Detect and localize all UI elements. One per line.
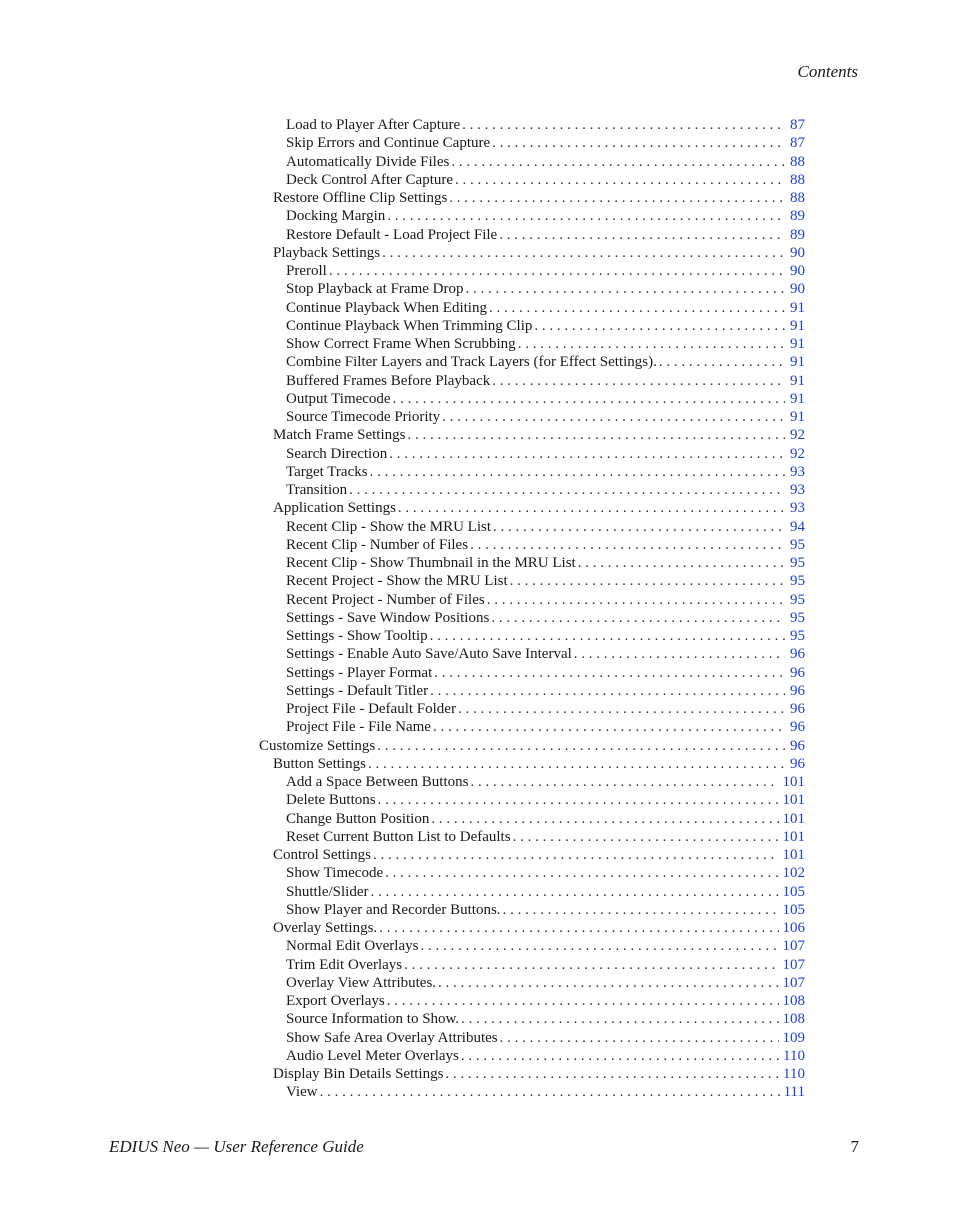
toc-page-link[interactable]: 95 bbox=[790, 628, 805, 644]
dot-leader bbox=[434, 664, 785, 682]
toc-page-link[interactable]: 93 bbox=[790, 463, 805, 480]
toc-entry-label: Continue Playback When Editing bbox=[286, 299, 487, 316]
page-footer bbox=[109, 1137, 859, 1157]
dot-leader bbox=[510, 572, 785, 590]
toc-page-link[interactable]: 102 bbox=[782, 865, 805, 882]
dot-leader bbox=[500, 1029, 779, 1047]
toc-page-link[interactable]: 91 bbox=[790, 317, 805, 334]
toc-entry[interactable] bbox=[259, 518, 805, 536]
toc-page-link[interactable]: 101 bbox=[782, 828, 805, 845]
dot-leader bbox=[398, 499, 785, 517]
dot-leader bbox=[451, 153, 785, 171]
dot-leader bbox=[420, 937, 778, 955]
toc-entry[interactable] bbox=[259, 609, 805, 627]
toc-entry-label: Project File - File Name bbox=[286, 719, 431, 736]
toc-entry[interactable] bbox=[259, 846, 805, 864]
toc-entry[interactable] bbox=[259, 335, 805, 353]
dot-leader bbox=[465, 280, 785, 298]
toc-page-link[interactable]: 96 bbox=[790, 755, 805, 772]
dot-leader bbox=[382, 244, 785, 262]
toc-page-link[interactable]: 101 bbox=[782, 792, 805, 809]
toc-page-link[interactable]: 88 bbox=[790, 153, 805, 170]
dot-leader bbox=[349, 481, 785, 499]
toc-page-link[interactable]: 108 bbox=[782, 1011, 805, 1028]
toc-entry-label: Buffered Frames Before Playback bbox=[286, 372, 491, 389]
toc-page-link[interactable]: 91 bbox=[790, 372, 805, 389]
toc-page-link[interactable]: 90 bbox=[790, 281, 805, 298]
dot-leader bbox=[445, 1065, 779, 1083]
dot-leader bbox=[449, 189, 785, 207]
dot-leader bbox=[430, 682, 785, 700]
toc-page-link[interactable]: 107 bbox=[782, 956, 805, 973]
dot-leader bbox=[379, 919, 778, 937]
toc-page-link[interactable]: 91 bbox=[790, 354, 805, 371]
toc-entry-label: Application Settings bbox=[273, 500, 396, 517]
toc-entry-label: Preroll bbox=[286, 263, 327, 279]
toc-page-link[interactable]: 91 bbox=[790, 390, 805, 407]
toc-page-link[interactable]: 96 bbox=[790, 646, 805, 663]
toc-entry-label: Restore Offline Clip Settings bbox=[273, 190, 448, 206]
toc-page-link[interactable]: 107 bbox=[782, 974, 805, 991]
dot-leader bbox=[404, 956, 778, 974]
dot-leader bbox=[513, 828, 779, 846]
toc-entry-label: Recent Project - Number of Files bbox=[286, 591, 485, 608]
toc-entry[interactable] bbox=[259, 828, 805, 846]
toc-entry[interactable] bbox=[259, 280, 805, 298]
toc-entry-label: Source Timecode Priority bbox=[286, 409, 441, 425]
toc-entry[interactable] bbox=[259, 682, 805, 700]
toc-page-link[interactable]: 101 bbox=[782, 774, 805, 790]
dot-leader bbox=[387, 207, 785, 225]
footer-title: EDIUS Neo — User Reference Guide bbox=[109, 1137, 364, 1156]
toc-page-link[interactable]: 87 bbox=[790, 135, 805, 152]
toc-entry-label: Match Frame Settings bbox=[273, 427, 406, 444]
toc-entry-label: Recent Clip - Number of Files bbox=[286, 536, 469, 553]
toc-entry-label: Target Tracks bbox=[286, 463, 368, 480]
toc-entry-label: Change Button Position bbox=[286, 810, 430, 827]
toc-entry-label: Overlay View Attributes. bbox=[286, 974, 437, 991]
toc-page-link[interactable]: 96 bbox=[790, 682, 805, 699]
dot-leader bbox=[458, 700, 785, 718]
toc-page-link[interactable]: 110 bbox=[783, 1047, 805, 1064]
dot-leader bbox=[462, 116, 785, 134]
toc-entry-label: Recent Clip - Show the MRU List bbox=[286, 518, 491, 535]
toc-page-link[interactable]: 88 bbox=[790, 171, 805, 188]
toc-entry-label: Delete Buttons bbox=[286, 792, 376, 809]
dot-leader bbox=[433, 718, 785, 736]
toc-entry-label: Settings - Default Titler bbox=[286, 682, 429, 699]
toc-entry-label: Recent Clip - Show Thumbnail in the MRU List bbox=[286, 555, 576, 571]
toc-entry-label: Playback Settings bbox=[273, 244, 381, 261]
toc-entry[interactable] bbox=[259, 499, 805, 517]
toc-page-link[interactable]: 96 bbox=[790, 701, 805, 717]
toc-entry-label: Show Timecode bbox=[286, 865, 384, 882]
toc-entry-label: Search Direction bbox=[286, 445, 388, 462]
dot-leader bbox=[377, 737, 785, 755]
toc-page-link[interactable]: 90 bbox=[790, 244, 805, 261]
toc-entry[interactable] bbox=[259, 901, 805, 919]
toc-entry[interactable] bbox=[259, 390, 805, 408]
toc-entry-label: Docking Margin bbox=[286, 208, 386, 225]
toc-entry[interactable] bbox=[259, 700, 805, 718]
toc-entry-label: Audio Level Meter Overlays bbox=[286, 1047, 459, 1064]
dot-leader bbox=[659, 353, 785, 371]
dot-leader bbox=[407, 426, 785, 444]
toc-page-link[interactable]: 95 bbox=[790, 536, 805, 553]
toc-entry-label: Stop Playback at Frame Drop bbox=[286, 281, 464, 298]
toc-page-link[interactable]: 95 bbox=[790, 591, 805, 608]
toc-page-link[interactable]: 105 bbox=[782, 883, 805, 900]
dot-leader bbox=[442, 408, 785, 426]
toc-entry[interactable] bbox=[259, 1010, 805, 1028]
running-head: Contents bbox=[797, 62, 858, 81]
toc-page-link[interactable]: 95 bbox=[790, 609, 805, 626]
toc-entry[interactable] bbox=[259, 353, 805, 371]
toc-entry[interactable] bbox=[259, 718, 805, 736]
toc-page-link[interactable]: 88 bbox=[790, 190, 805, 206]
toc-page-link[interactable]: 96 bbox=[790, 719, 805, 736]
dot-leader bbox=[389, 445, 785, 463]
toc-entry[interactable] bbox=[259, 207, 805, 225]
toc-entry-label: Show Correct Frame When Scrubbing bbox=[286, 336, 516, 352]
dot-leader bbox=[491, 609, 785, 627]
toc-entry[interactable] bbox=[259, 189, 805, 207]
toc-entry[interactable] bbox=[259, 572, 805, 590]
dot-leader bbox=[430, 627, 785, 645]
dot-leader bbox=[385, 864, 778, 882]
toc-entry-label: Restore Default - Load Project File bbox=[286, 226, 498, 243]
dot-leader bbox=[368, 755, 785, 773]
toc-entry[interactable] bbox=[259, 791, 805, 809]
toc-entry[interactable] bbox=[259, 317, 805, 335]
toc-entry[interactable] bbox=[259, 664, 805, 682]
toc-page-link[interactable]: 91 bbox=[790, 409, 805, 425]
toc-entry[interactable] bbox=[259, 463, 805, 481]
toc-entry[interactable] bbox=[259, 773, 805, 791]
toc-entry-label: Reset Current Button List to Defaults bbox=[286, 828, 511, 845]
toc-page-link[interactable]: 91 bbox=[790, 299, 805, 316]
dot-leader bbox=[492, 372, 785, 390]
toc-entry-label: Control Settings bbox=[273, 847, 371, 863]
toc-page-link[interactable]: 105 bbox=[782, 901, 805, 918]
toc-entry-label: Automatically Divide Files bbox=[286, 153, 450, 170]
toc-entry-label: Output Timecode bbox=[286, 390, 391, 407]
dot-leader bbox=[373, 846, 779, 864]
toc-entry-label: Normal Edit Overlays bbox=[286, 938, 419, 955]
toc-entry-label: Deck Control After Capture bbox=[286, 171, 454, 188]
dot-leader bbox=[387, 992, 779, 1010]
toc-entry-label: Continue Playback When Trimming Clip bbox=[286, 317, 533, 334]
toc-entry[interactable] bbox=[259, 883, 805, 901]
toc-entry-label: Show Safe Area Overlay Attributes bbox=[286, 1029, 498, 1046]
toc-page-link[interactable]: 87 bbox=[790, 117, 805, 133]
toc-entry-label: Load to Player After Capture bbox=[286, 117, 461, 133]
toc-entry[interactable] bbox=[259, 1047, 805, 1065]
toc-entry-label: View bbox=[286, 1084, 318, 1101]
dot-leader bbox=[534, 317, 785, 335]
dot-leader bbox=[393, 390, 785, 408]
toc-entry[interactable] bbox=[259, 299, 805, 317]
toc-page-link[interactable]: 95 bbox=[790, 573, 805, 590]
toc-entry[interactable] bbox=[259, 737, 805, 755]
dot-leader bbox=[578, 554, 785, 572]
toc-entry[interactable] bbox=[259, 956, 805, 974]
toc-page-link[interactable]: 96 bbox=[790, 737, 805, 754]
toc-entry[interactable] bbox=[259, 536, 805, 554]
toc-entry-label: Add a Space Between Buttons bbox=[286, 774, 469, 790]
toc-entry[interactable] bbox=[259, 408, 805, 426]
toc-entry[interactable] bbox=[259, 755, 805, 773]
dot-leader bbox=[493, 518, 785, 536]
dot-leader bbox=[455, 171, 785, 189]
toc-entry-label: Project File - Default Folder bbox=[286, 701, 456, 717]
dot-leader bbox=[461, 1047, 779, 1065]
toc-entry[interactable] bbox=[259, 591, 805, 609]
toc-entry[interactable] bbox=[259, 226, 805, 244]
toc-entry[interactable] bbox=[259, 372, 805, 390]
toc-entry-label: Settings - Player Format bbox=[286, 664, 433, 681]
footer-page-number: 7 bbox=[850, 1137, 859, 1156]
toc-entry-label: Source Information to Show. bbox=[286, 1011, 460, 1028]
toc-entry[interactable] bbox=[259, 810, 805, 828]
toc-page-link[interactable]: 96 bbox=[790, 664, 805, 681]
toc-page-link[interactable]: 109 bbox=[782, 1029, 805, 1046]
toc-page-link[interactable]: 90 bbox=[790, 263, 805, 279]
toc-page-link[interactable]: 93 bbox=[790, 500, 805, 517]
toc-entry-label: Shuttle/Slider bbox=[286, 883, 369, 900]
dot-leader bbox=[518, 335, 785, 353]
toc-entry[interactable] bbox=[259, 992, 805, 1010]
toc-entry[interactable] bbox=[259, 1065, 805, 1083]
toc-entry-label: Recent Project - Show the MRU List bbox=[286, 573, 508, 590]
dot-leader bbox=[461, 1010, 778, 1028]
dot-leader bbox=[487, 591, 785, 609]
toc-entry[interactable] bbox=[259, 554, 805, 572]
toc-entry[interactable] bbox=[259, 627, 805, 645]
toc-entry[interactable] bbox=[259, 134, 805, 152]
toc-entry[interactable] bbox=[259, 262, 805, 280]
dot-leader bbox=[329, 262, 785, 280]
dot-leader bbox=[492, 134, 785, 152]
dot-leader bbox=[499, 226, 785, 244]
toc-page-link[interactable]: 95 bbox=[790, 555, 805, 571]
toc-entry[interactable] bbox=[259, 974, 805, 992]
toc-entry-label: Settings - Save Window Positions bbox=[286, 609, 490, 626]
toc-entry[interactable] bbox=[259, 481, 805, 499]
toc-entry[interactable] bbox=[259, 153, 805, 171]
dot-leader bbox=[489, 299, 785, 317]
toc-page-link[interactable]: 89 bbox=[790, 208, 805, 225]
dot-leader bbox=[503, 901, 779, 919]
dot-leader bbox=[370, 463, 785, 481]
toc-entry-label: Overlay Settings. bbox=[273, 920, 378, 936]
toc-entry-label: Settings - Show Tooltip bbox=[286, 628, 428, 644]
toc-page-link[interactable]: 91 bbox=[790, 336, 805, 352]
toc-entry-label: Trim Edit Overlays bbox=[286, 956, 403, 973]
toc-entry[interactable] bbox=[259, 1029, 805, 1047]
toc-entry-label: Skip Errors and Continue Capture bbox=[286, 135, 491, 152]
dot-leader bbox=[470, 773, 778, 791]
toc-page-link[interactable]: 101 bbox=[782, 847, 805, 863]
dot-leader bbox=[320, 1083, 780, 1101]
toc-page-link[interactable]: 94 bbox=[790, 518, 805, 535]
toc-entry-label: Combine Filter Layers and Track Layers (for Effect Settings). bbox=[286, 354, 657, 371]
toc-entry[interactable] bbox=[259, 426, 805, 444]
toc-entry-label: Display Bin Details Settings bbox=[273, 1066, 444, 1082]
toc-entry-label: Transition bbox=[286, 482, 348, 498]
toc-page-link[interactable]: 111 bbox=[783, 1084, 805, 1101]
dot-leader bbox=[378, 791, 779, 809]
dot-leader bbox=[470, 536, 785, 554]
toc-page-link[interactable]: 108 bbox=[782, 993, 805, 1009]
toc-entry[interactable] bbox=[259, 864, 805, 882]
toc-page-link[interactable]: 92 bbox=[790, 445, 805, 462]
toc-entry[interactable] bbox=[259, 937, 805, 955]
toc-page-link[interactable]: 106 bbox=[782, 920, 805, 936]
toc-entry-label: Export Overlays bbox=[286, 993, 385, 1009]
dot-leader bbox=[574, 645, 785, 663]
toc-entry[interactable] bbox=[259, 645, 805, 663]
table-of-contents bbox=[259, 116, 805, 1102]
toc-entry-label: Button Settings bbox=[273, 755, 366, 772]
toc-page-link[interactable]: 101 bbox=[782, 810, 805, 827]
toc-page-link[interactable]: 110 bbox=[783, 1066, 805, 1082]
toc-entry-label: Show Player and Recorder Buttons. bbox=[286, 901, 501, 918]
toc-page-link[interactable]: 93 bbox=[790, 482, 805, 498]
toc-page-link[interactable]: 107 bbox=[782, 938, 805, 955]
toc-entry[interactable] bbox=[259, 244, 805, 262]
dot-leader bbox=[371, 883, 779, 901]
dot-leader bbox=[438, 974, 778, 992]
dot-leader bbox=[431, 810, 778, 828]
toc-page-link[interactable]: 92 bbox=[790, 427, 805, 444]
toc-entry-label: Customize Settings bbox=[259, 737, 376, 754]
toc-entry-label: Settings - Enable Auto Save/Auto Save Interval bbox=[286, 646, 572, 663]
toc-entry[interactable] bbox=[259, 919, 805, 937]
toc-entry[interactable] bbox=[259, 116, 805, 134]
toc-entry[interactable] bbox=[259, 445, 805, 463]
toc-entry[interactable] bbox=[259, 1083, 805, 1101]
toc-entry[interactable] bbox=[259, 171, 805, 189]
toc-page-link[interactable]: 89 bbox=[790, 226, 805, 243]
